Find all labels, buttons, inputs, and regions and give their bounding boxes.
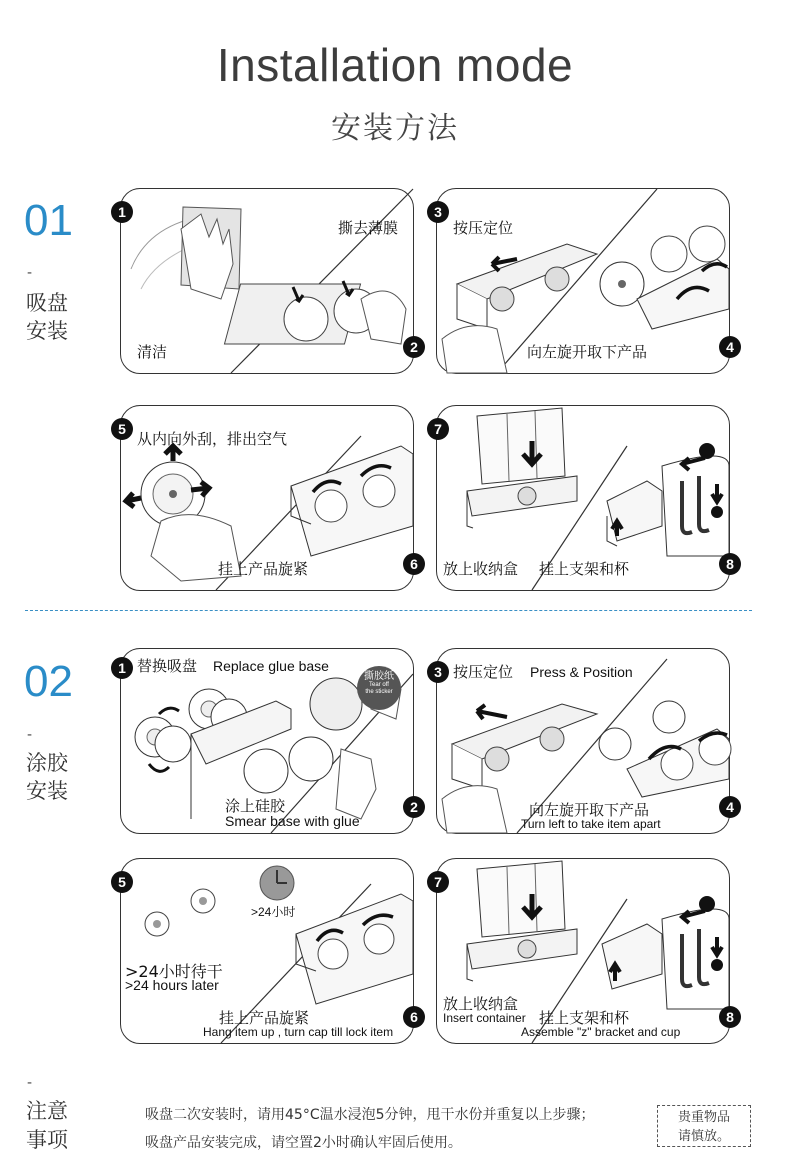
step-caption: 挂上支架和杯 — [539, 560, 630, 578]
step-badge: 5 — [111, 418, 133, 440]
step-caption-en: Hang item up , turn cap till lock item — [203, 1025, 394, 1039]
sticker-label: the sticker — [365, 689, 393, 695]
step-badge: 2 — [403, 796, 425, 818]
section-label-line: 涂胶 — [26, 751, 68, 775]
step-caption: 向左旋开取下产品 — [529, 801, 650, 819]
notes-label-line: 事项 — [26, 1128, 68, 1152]
step-panel-2-3-4 — [434, 648, 734, 834]
section-divider — [25, 610, 752, 611]
step-panel-2-7-8 — [434, 858, 734, 1044]
step-badge: 3 — [427, 661, 449, 683]
step-badge: 8 — [719, 553, 741, 575]
sticker-label: Tear off — [369, 682, 389, 688]
tear-sticker-badge — [357, 666, 401, 710]
step-badge: 6 — [403, 1006, 425, 1028]
step-panel-5-6 — [118, 405, 418, 591]
notes-label-line: 注意 — [26, 1099, 68, 1123]
step-caption: 按压定位 — [453, 219, 514, 237]
step-panel-1-2 — [118, 188, 418, 374]
step-badge: 1 — [111, 201, 133, 223]
step-caption: 清洁 — [137, 343, 168, 361]
step-panel-7-8 — [434, 405, 734, 591]
warning-line: 贵重物品 — [677, 1110, 730, 1125]
warning-line: 请慎放。 — [677, 1129, 730, 1144]
step-caption: 挂上产品旋紧 — [219, 1009, 310, 1027]
note-line: 吸盘二次安装时，请用45°C温水浸泡5分钟，甩干水份并重复以上步骤； — [145, 1107, 595, 1123]
note-line: 吸盘产品安装完成，请空置2小时确认牢固后使用。 — [145, 1135, 462, 1151]
step-panel-3-4 — [434, 188, 734, 374]
section-dash: - — [27, 265, 33, 281]
step-caption: 放上收纳盒 — [443, 560, 519, 578]
section-dash: - — [27, 727, 33, 743]
step-panel-2-5-6 — [118, 858, 418, 1044]
section-label-line: 安装 — [26, 779, 68, 803]
step-caption: 从内向外刮，排出空气 — [137, 430, 288, 448]
section-label — [26, 289, 68, 345]
section-number: 02 — [24, 657, 73, 706]
step-caption: 挂上产品旋紧 — [218, 560, 309, 578]
step-badge: 7 — [427, 871, 449, 893]
step-caption: 按压定位 — [453, 663, 514, 681]
section-label-line: 吸盘 — [26, 291, 68, 315]
step-caption: >24小时待干 — [125, 962, 223, 981]
step-caption-en: Replace glue base — [213, 658, 329, 674]
step-caption-en: Turn left to take item apart — [521, 817, 661, 831]
step-badge: 2 — [403, 336, 425, 358]
step-caption: 替换吸盘 — [137, 657, 198, 675]
step-caption: 涂上硅胶 — [225, 797, 286, 815]
step-caption-en: >24 hours later — [125, 977, 219, 993]
step-panel-2-1-2 — [118, 648, 418, 834]
valuables-warning-box — [657, 1105, 751, 1147]
step-badge: 7 — [427, 418, 449, 440]
step-caption: 挂上支架和杯 — [539, 1009, 630, 1027]
step-caption-en: Assemble "z" bracket and cup — [521, 1025, 681, 1039]
step-caption: 放上收纳盒 — [443, 995, 519, 1013]
step-badge: 3 — [427, 201, 449, 223]
step-badge: 6 — [403, 553, 425, 575]
notes-label — [26, 1097, 68, 1155]
step-badge: 4 — [719, 336, 741, 358]
page-subtitle: 安装方法 — [331, 111, 459, 146]
notes-dash: - — [27, 1075, 33, 1091]
section-label-line: 安装 — [26, 319, 68, 343]
section-label — [26, 749, 68, 805]
sticker-label: 撕胶纸 — [364, 671, 394, 682]
step-badge: 1 — [111, 657, 133, 679]
clock-label: >24小时 — [251, 905, 296, 919]
page-title: Installation mode — [216, 39, 574, 91]
step-caption-en: Press & Position — [530, 664, 633, 680]
section-number: 01 — [24, 196, 73, 245]
step-caption: 向左旋开取下产品 — [527, 343, 648, 361]
step-caption-en: Smear base with glue — [225, 813, 360, 829]
step-badge: 5 — [111, 871, 133, 893]
step-caption: 撕去薄膜 — [338, 219, 399, 237]
step-caption-en: Insert container — [443, 1011, 526, 1025]
step-badge: 8 — [719, 1006, 741, 1028]
step-badge: 4 — [719, 796, 741, 818]
